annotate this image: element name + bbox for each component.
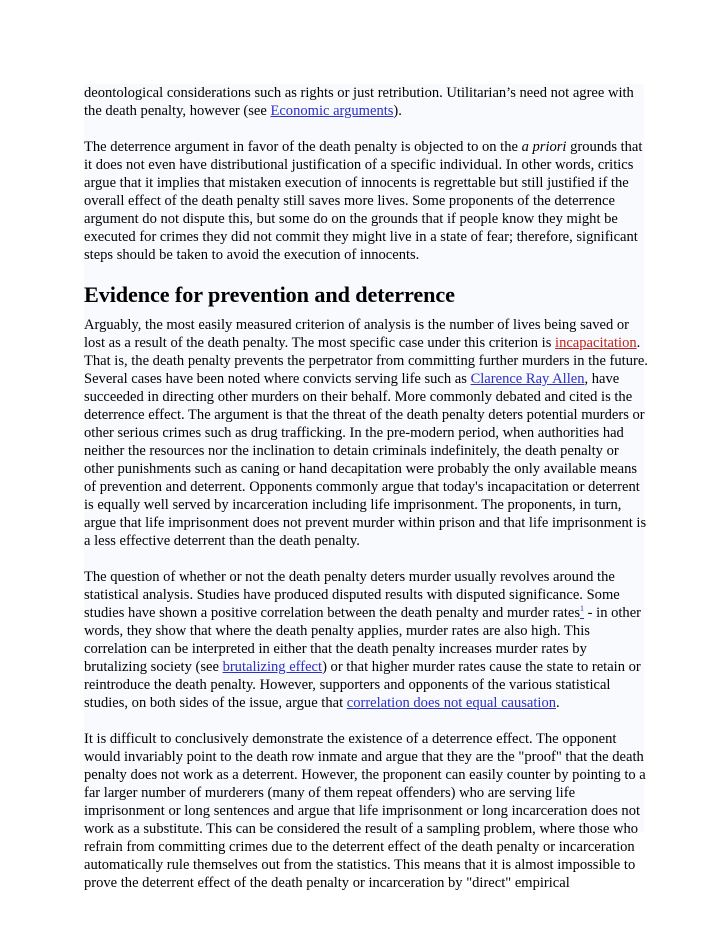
paragraph-deterrence-objection: The deterrence argument in favor of the death penalty is objected to on the a priori grounds that it does not even have distributional justification of a specific individual. In other words, critics argue that it implies that mistaken execution of innocents is regrettable but still justified if the overall effect of the death penalty still saves more lives. Some proponents of the deterrence argument do not dispute this, but some do on the grounds that if people know they might be executed for crimes they did not commit they might live in a state of fear; therefore, significant steps should be taken to avoid the execution of innocents. [84, 139, 643, 263]
paragraph-utilitarian: deontological considerations such as rights or just retribution. Utilitarian’s need not agree with the death penalty, however (see Economic arguments). [84, 85, 634, 119]
link-correlation-causation[interactable]: correlation does not equal causation [346, 695, 557, 711]
paragraph-deterrence-effect: It is difficult to conclusively demonstrate the existence of a deterrence effect. The opponent would invariably point to the death row inmate and argue that they are the "proof" that the death penalty does not work as a deterrent. However, the proponent can easily counter by pointing to a far larger number of murderers (many of them repeat offenders) who are serving life imprisonment or long sentences and argue that life imprisonment or long incarceration does not work as a substitute. This can be considered the result of a sampling problem, where those who refrain from committing crimes due to the deterrent effect of the death penalty or incarceration automatically rule themselves out from the statistics. This means that it is almost impossible to prove the deterrent effect of the death penalty or incarceration by "direct" empirical [84, 731, 646, 891]
paragraph-statistical-analysis: The question of whether or not the death penalty deters murder usually revolves around the statistical analysis. Studies have produced disputed results with disputed significance. Some studies have shown a positive correlation between the death penalty and murder rates$^1$ - in other words, they show that where the death penalty applies, murder rates are also high. This correlation can be interpreted in either that the death penalty increases murder rates by brutalizing society (see brutalizing effect) or that higher murder rates cause the state to retain or reintroduce the death penalty. However, supporters and opponents of the various statistical studies, on both sides of the issue, argue that correlation does not equal causation. [84, 569, 642, 711]
paragraph-incapacitation: Arguably, the most easily measured criterion of analysis is the number of lives being saved or lost as a result of the death penalty. The most specific case under this criterion is incapacitation. That is, the death penalty prevents the perpetrator from committing further murders in the future. Several cases have been noted where convicts serving life such as Clarence Ray Allen, have succeeded in directing other murders on their behalf. More commonly debated and cited is the deterrence effect. The argument is that the threat of the death penalty deters potential murders or other serious crimes such as drug trafficking. In the pre-modern period, when authorities had neither the resources nor the inclination to detain criminals indefinitely, the death penalty or other punishments such as caning or hand decapitation were probably the only available means of prevention and deterrent. Opponents commonly argue that today's incapacitation or deterrent is equally well served by incarceration including life imprisonment. The proponents, in turn, argue that life imprisonment does not prevent murder within prison and that life imprisonment is a less effective deterrent than the death penalty. [84, 317, 648, 549]
footnote-reference[interactable]: 1 [580, 604, 585, 614]
link-economic-arguments[interactable]: Economic arguments [270, 103, 394, 119]
section-heading: Evidence for prevention and deterrence [84, 282, 455, 307]
link-brutalizing-effect[interactable]: brutalizing effect [222, 659, 323, 675]
document-body [84, 84, 650, 910]
link-clarence-ray-allen[interactable]: Clarence Ray Allen [470, 371, 585, 387]
link-incapacitation[interactable]: incapacitation [555, 335, 637, 351]
